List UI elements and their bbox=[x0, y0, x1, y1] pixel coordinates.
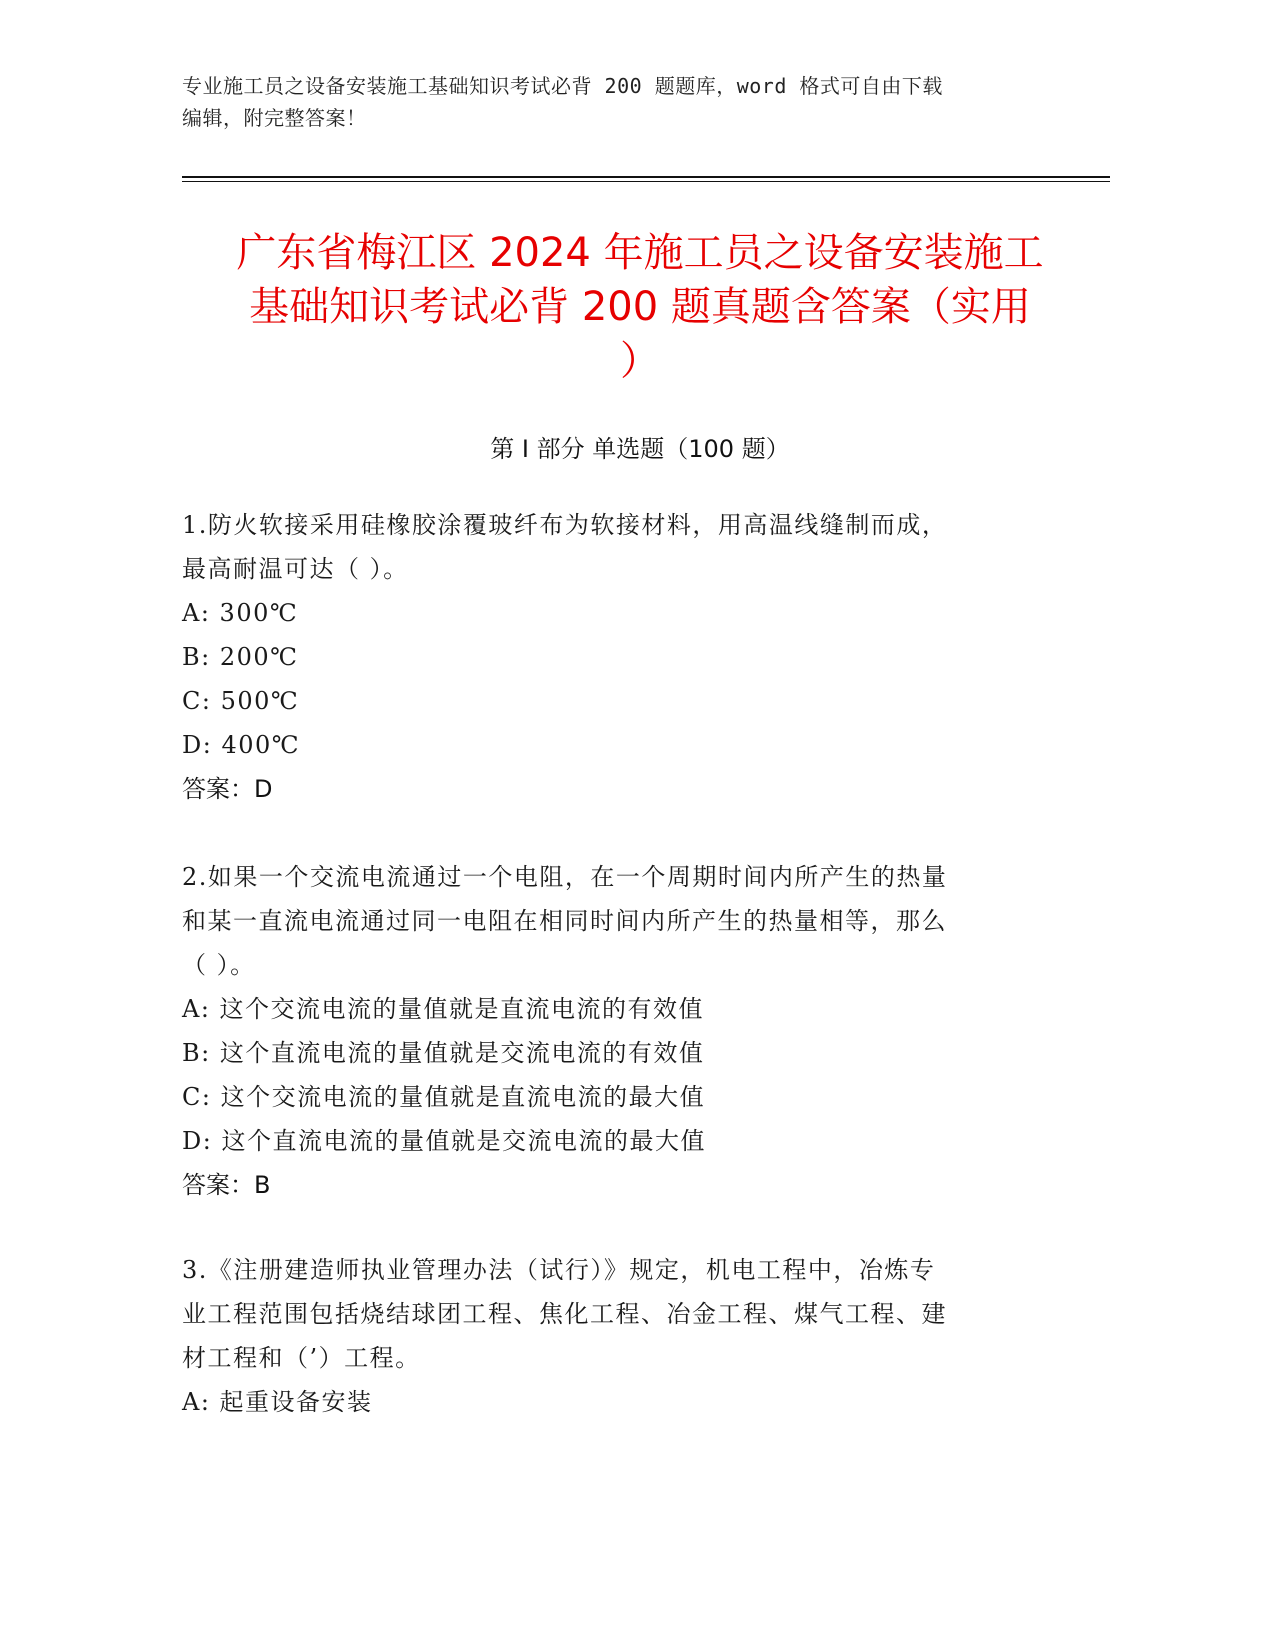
question-1-option-b: B: 200℃ bbox=[182, 643, 299, 671]
question-2-option-b: B: 这个直流电流的量值就是交流电流的有效值 bbox=[182, 1039, 705, 1067]
question-1-option-c: C: 500℃ bbox=[182, 687, 300, 715]
question-3-stem-line-2: 业工程范围包括烧结球团工程、焦化工程、冶金工程、煤气工程、建 bbox=[182, 1300, 947, 1328]
header-divider-thin bbox=[182, 181, 1110, 182]
header-divider-thick bbox=[182, 176, 1110, 178]
document-title-line-2: 基础知识考试必背 200 题真题含答案（实用 bbox=[249, 284, 1031, 330]
question-2-answer: 答案：B bbox=[182, 1171, 271, 1199]
question-2-stem-line-1: 2.如果一个交流电流通过一个电阻，在一个周期时间内所产生的热量 bbox=[182, 863, 948, 891]
question-1-stem-line-2: 最高耐温可达（ ）。 bbox=[182, 555, 409, 583]
question-2-stem-line-3: （ ）。 bbox=[182, 951, 256, 979]
question-2-option-d: D: 这个直流电流的量值就是交流电流的最大值 bbox=[182, 1127, 706, 1155]
question-1-option-a: A: 300℃ bbox=[182, 599, 299, 627]
document-title bbox=[160, 226, 1120, 388]
document-title-line-1: 广东省梅江区 2024 年施工员之设备安装施工 bbox=[236, 230, 1044, 276]
question-3-stem-line-3: 材工程和（’）工程。 bbox=[182, 1344, 421, 1372]
question-2-option-c: C: 这个交流电流的量值就是直流电流的最大值 bbox=[182, 1083, 706, 1111]
document-title-line-3: ） bbox=[620, 338, 660, 384]
header-note-line-2: 编辑，附完整答案！ bbox=[182, 106, 367, 130]
question-3-stem-line-1: 3.《注册建造师执业管理办法（试行）》规定，机电工程中，冶炼专 bbox=[182, 1256, 936, 1284]
question-2-option-a: A: 这个交流电流的量值就是直流电流的有效值 bbox=[182, 995, 705, 1023]
section-heading: 第 I 部分 单选题（100 题） bbox=[490, 435, 790, 463]
question-3-option-a: A: 起重设备安装 bbox=[182, 1388, 373, 1416]
header-note-line-1: 专业施工员之设备安装施工基础知识考试必背 200 题题库，word 格式可自由下载 bbox=[182, 74, 943, 98]
header-note bbox=[182, 70, 1062, 134]
question-1-option-d: D: 400℃ bbox=[182, 731, 301, 759]
question-1-stem-line-1: 1.防火软接采用硅橡胶涂覆玻纤布为软接材料，用高温线缝制而成， bbox=[182, 511, 948, 539]
question-1-answer: 答案：D bbox=[182, 775, 273, 803]
question-2-stem-line-2: 和某一直流电流通过同一电阻在相同时间内所产生的热量相等，那么 bbox=[182, 907, 947, 935]
